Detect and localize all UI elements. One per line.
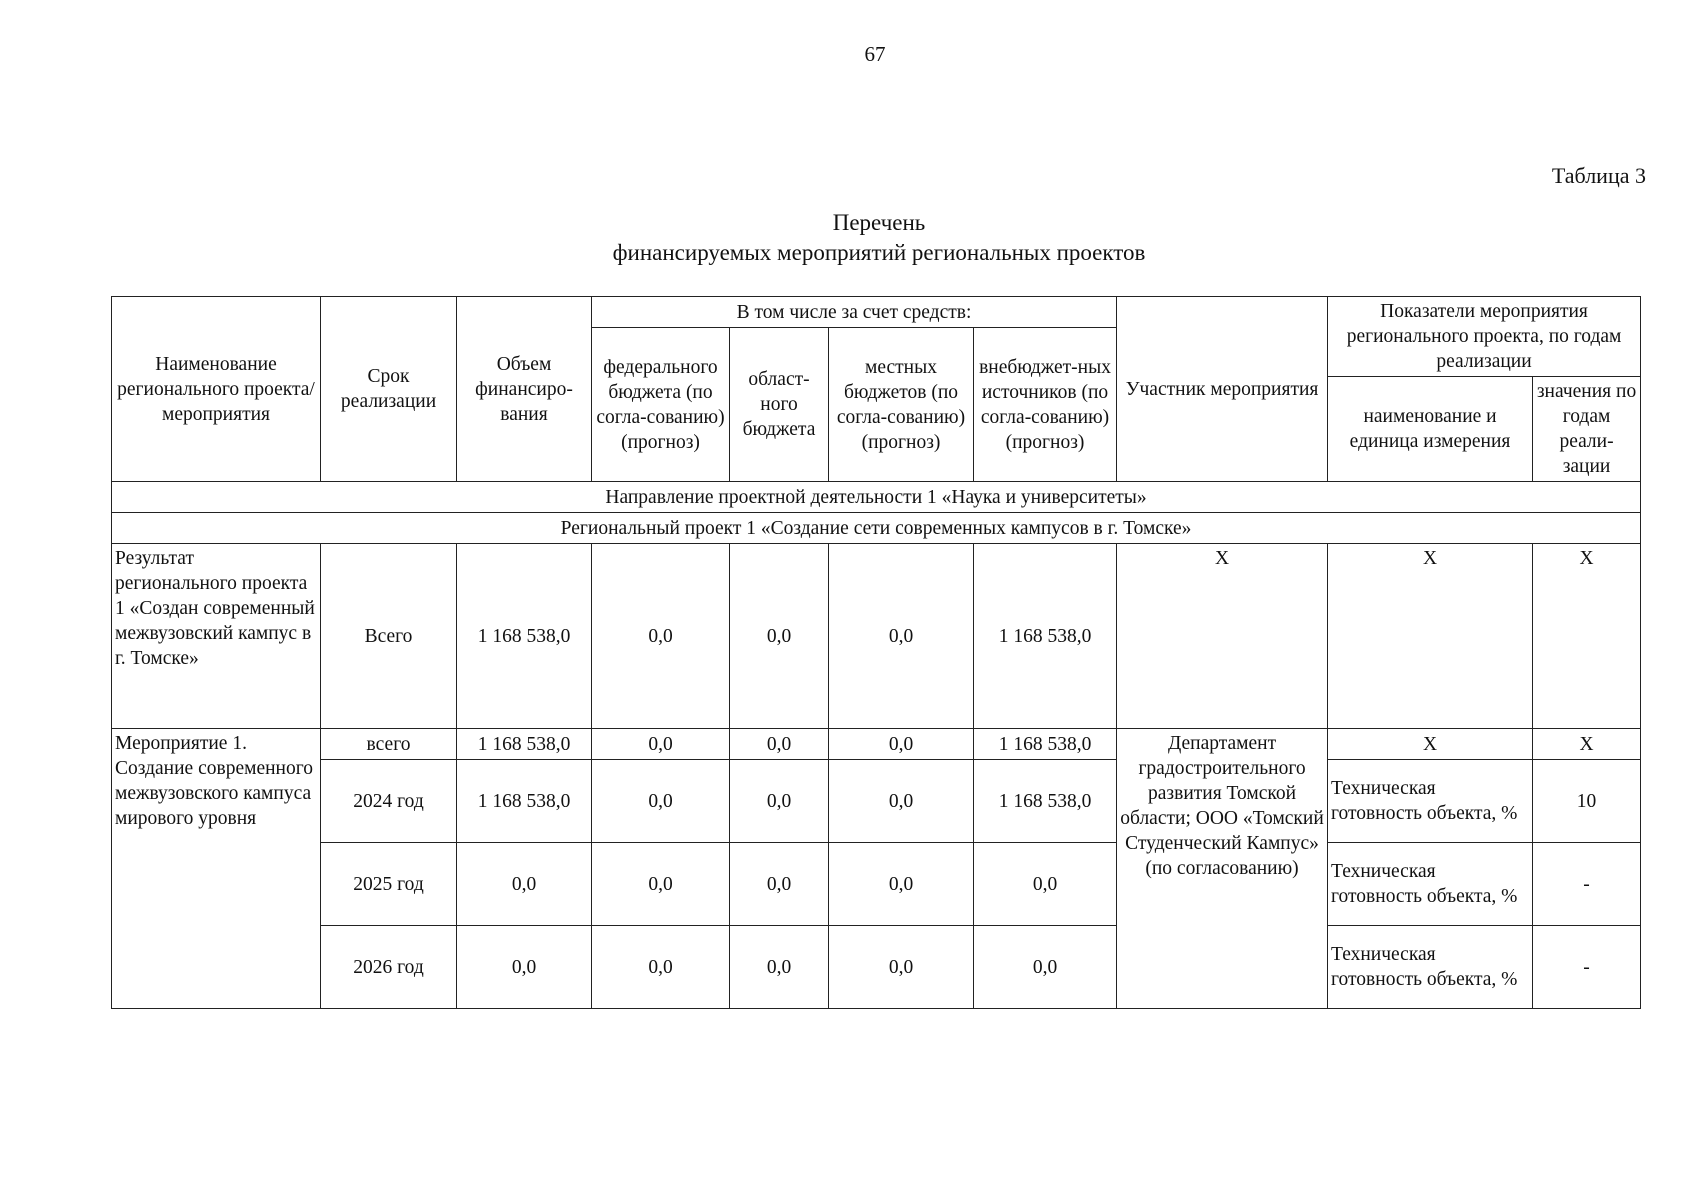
event-local: 0,0: [829, 729, 974, 760]
title-line-1: Перечень: [832, 210, 926, 235]
header-volume: Объем финансиро-вания: [457, 297, 592, 482]
header-indicator-values: значения по годам реали-зации: [1533, 377, 1641, 482]
title-line-2: финансируемых мероприятий региональных проектов: [612, 240, 1146, 265]
header-indicators-group: Показатели мероприятия регионального проекта, по годам реализации: [1328, 297, 1641, 377]
event-indicator-name: Техническая готовность объекта, %: [1328, 760, 1533, 843]
result-participant: Х: [1117, 544, 1328, 729]
result-term: Всего: [321, 544, 457, 729]
event-local: 0,0: [829, 760, 974, 843]
event-row-2026: [112, 926, 1641, 1009]
event-participant: Департамент градостроительного развития Томской области; ООО «Томский Студенческий Кампус» (по согласованию): [1117, 729, 1328, 1009]
event-row-2025: [112, 843, 1641, 926]
header-local: местных бюджетов (по согла-сованию) (прогноз): [829, 328, 974, 482]
event-indicator-name: Техническая готовность объекта, %: [1328, 926, 1533, 1009]
result-regional: 0,0: [730, 544, 829, 729]
event-regional: 0,0: [730, 729, 829, 760]
header-incl-group: В том числе за счет средств:: [592, 297, 1117, 328]
event-name: Мероприятие 1. Создание современного межвузовского кампуса мирового уровня: [112, 729, 321, 1009]
section-direction: Направление проектной деятельности 1 «Наука и университеты»: [112, 482, 1641, 513]
event-indicator-value: -: [1533, 926, 1641, 1009]
event-volume: 0,0: [457, 843, 592, 926]
header-extra: внебюджет-ных источников (по согла-сованию) (прогноз): [974, 328, 1117, 482]
document-title: [0, 208, 1698, 268]
event-federal: 0,0: [592, 926, 730, 1009]
event-federal: 0,0: [592, 843, 730, 926]
event-indicator-value: Х: [1533, 729, 1641, 760]
result-federal: 0,0: [592, 544, 730, 729]
result-name: Результат регионального проекта 1 «Создан современный межвузовский кампус в г. Томске»: [112, 544, 321, 729]
event-local: 0,0: [829, 926, 974, 1009]
header-federal: федерального бюджета (по согла-сованию) (прогноз): [592, 328, 730, 482]
page-number: 67: [864, 42, 886, 66]
result-extra: 1 168 538,0: [974, 544, 1117, 729]
event-local: 0,0: [829, 843, 974, 926]
table-label: Таблица 3: [1551, 163, 1646, 188]
event-indicator-name: Х: [1328, 729, 1533, 760]
header-project-name: Наименование регионального проекта/мероприятия: [112, 297, 321, 482]
event-extra: 1 168 538,0: [974, 760, 1117, 843]
event-indicator-value: -: [1533, 843, 1641, 926]
result-row: [112, 544, 1641, 729]
event-regional: 0,0: [730, 926, 829, 1009]
header-row-1: [112, 297, 1641, 328]
event-indicator-value: 10: [1533, 760, 1641, 843]
header-indicator-name: наименование и единица измерения: [1328, 377, 1533, 482]
section-project-row: [112, 513, 1641, 544]
event-regional: 0,0: [730, 760, 829, 843]
event-extra: 0,0: [974, 926, 1117, 1009]
event-federal: 0,0: [592, 729, 730, 760]
event-volume: 1 168 538,0: [457, 729, 592, 760]
event-row-2024: [112, 760, 1641, 843]
event-term: всего: [321, 729, 457, 760]
event-extra: 1 168 538,0: [974, 729, 1117, 760]
header-participant: Участник мероприятия: [1117, 297, 1328, 482]
section-direction-row: [112, 482, 1641, 513]
projects-table: [111, 296, 1641, 1009]
event-indicator-name: Техническая готовность объекта, %: [1328, 843, 1533, 926]
section-project: Региональный проект 1 «Создание сети современных кампусов в г. Томске»: [112, 513, 1641, 544]
result-volume: 1 168 538,0: [457, 544, 592, 729]
result-local: 0,0: [829, 544, 974, 729]
event-term: 2024 год: [321, 760, 457, 843]
event-volume: 1 168 538,0: [457, 760, 592, 843]
header-regional: област-ного бюджета: [730, 328, 829, 482]
event-regional: 0,0: [730, 843, 829, 926]
result-indicator-name: Х: [1328, 544, 1533, 729]
event-term: 2026 год: [321, 926, 457, 1009]
event-row-total: [112, 729, 1641, 760]
header-term: Срок реализации: [321, 297, 457, 482]
event-volume: 0,0: [457, 926, 592, 1009]
result-indicator-value: Х: [1533, 544, 1641, 729]
event-federal: 0,0: [592, 760, 730, 843]
event-extra: 0,0: [974, 843, 1117, 926]
event-term: 2025 год: [321, 843, 457, 926]
